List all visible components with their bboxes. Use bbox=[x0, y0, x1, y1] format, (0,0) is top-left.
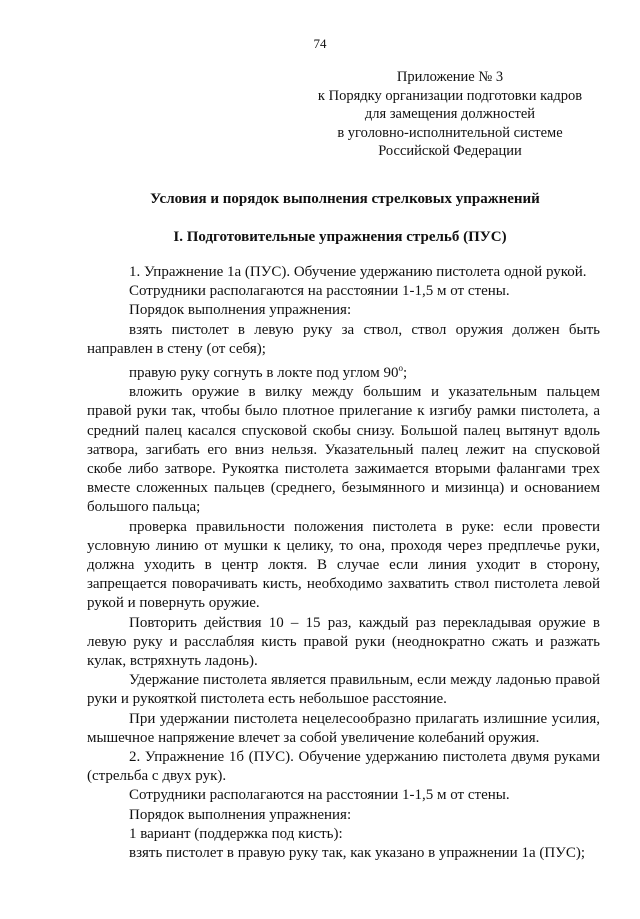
paragraph: взять пистолет в правую руку так, как указано в упражнении 1а (ПУС); bbox=[129, 845, 585, 862]
appendix-line: для замещения должностей bbox=[364, 106, 536, 122]
degree-symbol: o bbox=[398, 363, 404, 374]
paragraph: При удержании пистолета нецелесообразно прилагать излишние усилия, мышечное напряжение влечет за собой увеличение колебаний оружия. bbox=[87, 710, 600, 746]
paragraph: Сотрудники располагаются на расстоянии 1-1,5 м от стены. bbox=[129, 283, 510, 300]
section-title: I. Подготовительные упражнения стрельб (ПУС) bbox=[173, 229, 507, 245]
paragraph-suffix: ; bbox=[403, 365, 408, 382]
paragraph: 1 вариант (поддержка под кисть): bbox=[129, 825, 343, 842]
paragraph: проверка правильности положения пистолета в руке: если провести условную линию от мушки к целику, то она, проходя через предплечье руки, должна уходить в центр локтя. В случае если линия уходит в сторону, запрещается поворачивать кисть, необходимо захватить ствол пистолета левой рукой и повернуть оружие. bbox=[87, 518, 600, 612]
page-number: 74 bbox=[313, 36, 327, 51]
paragraph: Сотрудники располагаются на расстоянии 1-1,5 м от стены. bbox=[129, 787, 510, 804]
paragraph: Порядок выполнения упражнения: bbox=[129, 806, 352, 823]
paragraph: 1. Упражнение 1а (ПУС). Обучение удержанию пистолета одной рукой. bbox=[129, 264, 587, 280]
paragraph: 2. Упражнение 1б (ПУС). Обучение удержанию пистолета двумя руками (стрельба с двух рук). bbox=[87, 749, 600, 785]
appendix-line: Приложение № 3 bbox=[396, 69, 504, 85]
paragraph: вложить оружие в вилку между большим и указательным пальцем правой руки так, чтобы было плотное прилегание к изгибу рамки пистолета, а средний палец касался спусковой скобы снизу. Большой палец вытянут вдоль затвора, загибать его вниз нельзя. Указательный палец лежит на спусковой скобе либо затворе. Рукоятка пистолета зажимается вторыми фалангами трех вместе сложенных пальцев (среднего, безымянного и мизинца) и основанием большого пальца; bbox=[87, 384, 600, 516]
appendix-line: Российской Федерации bbox=[378, 143, 522, 159]
appendix-line: к Порядку организации подготовки кадров bbox=[317, 87, 583, 104]
paragraph: Повторить действия 10 – 15 раз, каждый раз перекладывая оружие в левую руку и расслабляя кисть правой руки (неоднократно сжать и разжать кулак, встряхнуть ладонь). bbox=[87, 614, 600, 670]
body-text bbox=[87, 263, 600, 863]
document-title: Условия и порядок выполнения стрелковых упражнений bbox=[150, 191, 540, 207]
paragraph: Удержание пистолета является правильным, если между ладонью правой руки и рукояткой пистолета есть небольшое расстояние. bbox=[87, 672, 600, 708]
paragraph: взять пистолет в левую руку за ствол, ствол оружия должен быть направлен в стену (от себя); bbox=[87, 321, 600, 357]
appendix-line: в уголовно-исполнительной системе bbox=[337, 124, 563, 141]
paragraph bbox=[87, 359, 600, 383]
appendix-header bbox=[300, 68, 600, 161]
paragraph-text: правую руку согнуть в локте под углом 90 bbox=[129, 365, 399, 382]
paragraph: Порядок выполнения упражнения: bbox=[129, 302, 352, 319]
